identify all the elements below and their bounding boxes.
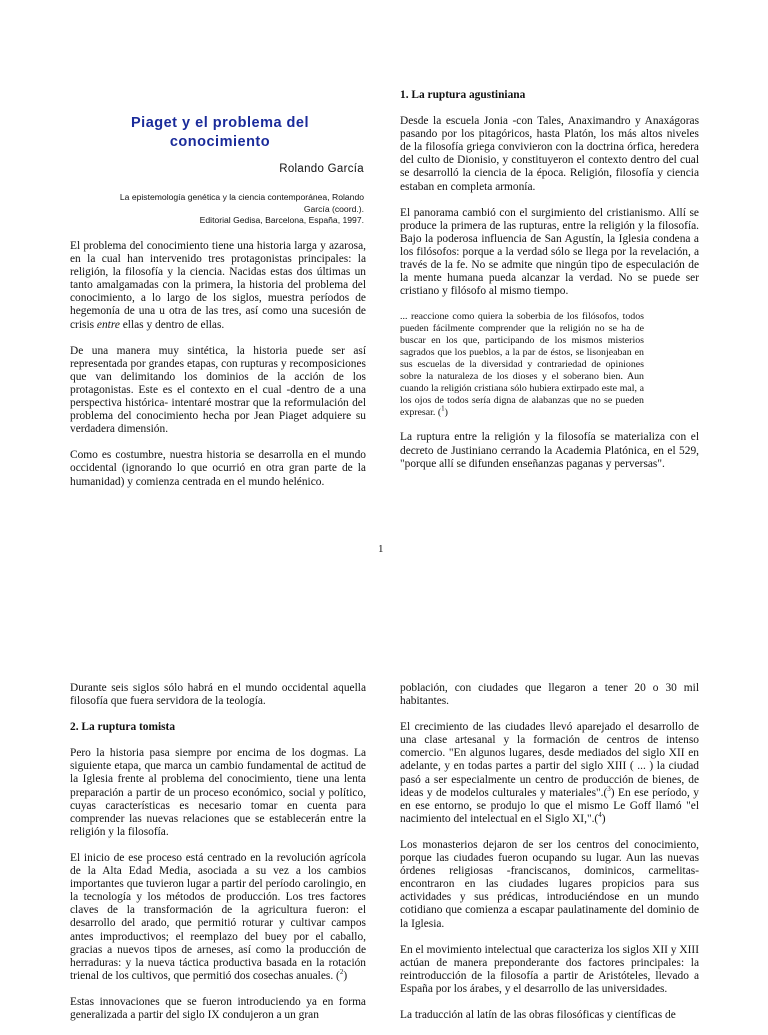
title-line-2: conocimiento <box>169 134 271 150</box>
footnote-ref: 2 <box>339 967 344 976</box>
paragraph: El panorama cambió con el surgimiento del cristianismo. Allí se produce la primera de las rupturas, entre la religión y la filosofía. Bajo la poderosa influencia de San Agustín, la Iglesia condena a los filósofos: porque a la verdad sólo se llega por la revelación, a través de la fe. No se admite que ningún tipo de especulación de la mente humana pueda alcanzar la verdad. No se puede ser cristiano y filósofo al mismo tiempo. <box>400 206 699 298</box>
paragraph: La traducción al latín de las obras filosóficas y científicas de <box>400 1008 676 1021</box>
page1-right-column <box>400 89 699 484</box>
paragraph: Durante seis siglos sólo habrá en el mundo occidental aquella filosofía que fuera servidora de la teología. <box>70 682 366 708</box>
paragraph: La ruptura entre la religión y la filosofía se materializa con el decreto de Justiniano cerrando la Academia Platónica, en el 529, "porque allí se difunden enseñanzas paganas y perversas". <box>400 431 699 470</box>
source-line-1: La epistemología genética y la ciencia contemporánea, Rolando <box>119 192 364 202</box>
paragraph: Desde la escuela Jonia -con Tales, Anaximandro y Anaxágoras pasando por los pitagóricos, hasta Platón, los más altos niveles de la filosofía griega convivieron con la doctrina órfica, heredera del culto de Dionisio, y constituyeron el contexto dentro del cual se desarrolló la ciencia de la época. Religión, filosofía y ciencia estaban en completa armonía. <box>400 115 699 193</box>
title-line-1: Piaget y el problema del <box>131 115 309 131</box>
page2-right-column <box>400 682 699 1035</box>
paragraph: Estas innovaciones que se fueron introduciendo ya en forma generalizada a partir del siglo IX condujeron a un gran <box>70 995 366 1021</box>
paragraph: Los monasterios dejaron de ser los centros del conocimiento, porque las ciudades fueron ocupando su lugar. Aun las nuevas órdenes religiosas -franciscanos, dominicos, carmelitas- encontraron en las ciudades lugares propicios para sus actividades y sus prédicas, introduciéndose en un mundo cotidiano que comienza a escapar paulatinamente del dominio de la Iglesia. <box>400 838 699 930</box>
source-line-2: García (coord.). <box>303 203 364 214</box>
page1-left-column <box>70 240 366 502</box>
paragraph: En el movimiento intelectual que caracteriza los siglos XII y XIII actúan de manera preponderante dos factores principales: la reintroducción de la filosofía a partir de Aristóteles, llevado a España por los árabes, y el desarrollo de las universidades. <box>400 943 699 995</box>
paragraph: De una manera muy sintética, la historia puede ser así representada por grandes etapas, con rupturas y recomposiciones que van delimitando los dominios de la acción de los protagonistas. Este es el contexto en el cual -dentro de a una perspectiva histórica- intentaré mostrar que la reformulación del problema del conocimiento hecha por Jean Piaget adquiere su verdadera dimensión. <box>70 344 366 436</box>
block-quote: ... reaccione como quiera la soberbia de los filósofos, todos pueden fácilmente comprender que la religión no se ha de buscar en los que, participando de los mismos misterios sagrados que los pueblos, a la par de éstos, se lisonjeaban en sus escuelas de la diversidad y contrariedad de opiniones sobre la naturaleza de los dioses y el soberano bien. Aun cuando la religión cristiana sólo hubiera extirpado este mal, a los ojos de todos sería digna de alabanzas que no se pueden expresar. ($^1$) <box>400 311 644 418</box>
source-line-3: Editorial Gedisa, Barcelona, España, 1997. <box>199 215 364 225</box>
footnote-ref: 1 <box>441 404 445 413</box>
paragraph: El inicio de ese proceso está centrado en la revolución agrícola de la Alta Edad Media, asociada a su vez a los cambios importantes que tuvieron lugar a partir del período carolingio, en la tecnología y los métodos de producción. Los tres factores claves de la transformación de la agricultura fueron: el desarrollo del arado, que permitió roturar y cultivar campos antes improductivos; el reemplazo del buey por el caballo, gracias a nuevos tipos de arneses, así como la producción de herraduras: y la nueva táctica productiva basada en la rotación trienal de los cultivos, que permitió dos cosechas anuales. ($^2$) <box>70 851 366 982</box>
paragraph: Pero la historia pasa siempre por encima de los dogmas. La siguiente etapa, que marca un cambio fundamental de actitud de la Iglesia frente al problema del conocimiento, tiene una lenta preparación a partir de un proceso económico, social y político, cuyas características es necesario tomar en cuenta para comprender las nuevas relaciones que se establecerán entre la religión y la filosofía. <box>70 747 366 838</box>
paragraph: población, con ciudades que llegaron a tener 20 o 30 mil habitantes. <box>400 682 699 708</box>
page2-left-column <box>70 682 366 1035</box>
paragraph: El crecimiento de las ciudades llevó aparejado el desarrollo de una clase artesanal y la formación de centros de intenso comercio. "En algunos lugares, desde mediados del siglo XII en adelante, y en todas partes a partir del siglo XIII ( ... ) la ciudad pasó a ser especialmente un centro de producción de bienes, de ideas y de modelos culturales y materiales".($^3$) En ese período, y en ese entorno, se produjo lo que el mismo Le Goff llamó "el nacimiento del intelectual en el Siglo XI,".($^4$) <box>400 721 699 825</box>
section-heading: 2. La ruptura tomista <box>70 721 176 734</box>
footnote-ref: 3 <box>607 784 611 793</box>
source-citation <box>70 192 364 227</box>
paragraph: El problema del conocimiento tiene una historia larga y azarosa, en la cual han intervenido tres protagonistas principales: la religión, la filosofía y la ciencia. Nacidas estas dos últimas un tanto amalgamadas con la primera, la historia del problema del conocimiento, a lo largo de los siglos, muestra períodos de hegemonía de una u otra de las tres, así como una sucesión de crisis entre ellas y dentro de ellas. <box>70 240 366 331</box>
document-title <box>70 114 370 152</box>
author-name: Rolando García <box>279 163 364 175</box>
paragraph: Como es costumbre, nuestra historia se desarrolla en el mundo occidental (ignorando lo que ocurrió en otra gran parte de la humanidad) y comienza centrada en el mundo helénico. <box>70 449 366 488</box>
page-number: 1 <box>378 543 384 555</box>
section-heading: 1. La ruptura agustiniana <box>400 89 526 101</box>
footnote-ref: 4 <box>598 811 602 820</box>
